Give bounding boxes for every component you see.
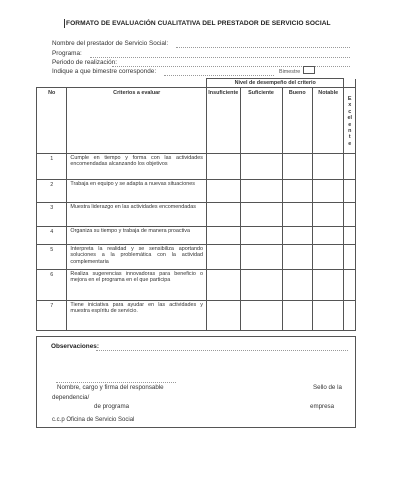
rating-cell-bueno[interactable] [282,301,312,331]
row-number: 6 [37,270,67,301]
rating-cell-insuficiente[interactable] [206,245,240,270]
blank-header-cell-right [344,79,356,88]
rating-cell-insuficiente[interactable] [206,301,240,331]
observaciones-label: Observaciones: [51,343,99,350]
rating-cell-notable[interactable] [312,301,343,331]
header-excelente [344,88,356,154]
row-number: 2 [37,180,67,203]
excelente-letter: n [348,127,352,134]
excelente-letter: e [348,140,352,147]
header-criterios: Criterios a evaluar [67,88,207,154]
table-row [37,270,356,301]
row-criterio: Interpreta la realidad y se sensibiliza aportando soluciones a la problemática con la actividad complementaria [67,245,207,270]
table-row [37,245,356,270]
header-no: No [37,88,67,154]
observaciones-input-line[interactable] [96,350,348,351]
rating-cell-insuficiente[interactable] [206,203,240,227]
evaluation-table [36,78,356,331]
sello-empresa-label: empresa [310,403,335,410]
firma-responsable-line[interactable] [56,382,176,383]
rating-cell-insuficiente[interactable] [206,270,240,301]
rating-cell-notable[interactable] [312,154,343,180]
rating-cell-suficiente[interactable] [240,270,282,301]
rating-cell-insuficiente[interactable] [206,227,240,245]
row-criterio: Muestra liderazgo en las actividades encomendadas [67,203,207,227]
programa-input-line[interactable] [90,57,350,58]
rating-cell-excelente[interactable] [344,301,356,331]
row-number: 3 [37,203,67,227]
rating-cell-excelente[interactable] [344,245,356,270]
row-number: 7 [37,301,67,331]
rating-cell-suficiente[interactable] [240,301,282,331]
rating-cell-bueno[interactable] [282,154,312,180]
rating-cell-bueno[interactable] [282,270,312,301]
firma-programa-label: de programa [94,403,130,410]
field-label-periodo: Periodo de realización: [52,59,118,66]
table-row [37,154,356,180]
field-label-programa: Programa: [52,50,82,57]
blank-header-cell [37,79,207,88]
table-row [37,203,356,227]
rating-cell-insuficiente[interactable] [206,180,240,203]
row-criterio: Tiene iniciativa para ayudar en las actividades y muestra espíritu de servicio. [67,301,207,331]
table-row [37,301,356,331]
row-criterio: Organiza su tiempo y trabaja de manera proactiva [67,227,207,245]
header-insuficiente: Insuficiente [206,88,240,154]
rating-cell-bueno[interactable] [282,203,312,227]
rating-cell-suficiente[interactable] [240,245,282,270]
rating-cell-suficiente[interactable] [240,180,282,203]
excelente-letter: el [347,115,352,122]
excelente-letter: x [348,102,352,109]
rating-cell-notable[interactable] [312,180,343,203]
rating-cell-notable[interactable] [312,203,343,227]
row-number: 5 [37,245,67,270]
firma-dependencia-label: dependencia/ [52,394,90,401]
row-criterio: Realiza sugerencias innovadoras para beneficio o mejora en el programa en el que participa [67,270,207,301]
excelente-letter: e [348,121,352,128]
header-suficiente: Suficiente [240,88,282,154]
rating-cell-excelente[interactable] [344,154,356,180]
rating-cell-insuficiente[interactable] [206,154,240,180]
row-number: 1 [37,154,67,180]
table-row [37,227,356,245]
row-criterio: Trabaja en equipo y se adapta a nuevas situaciones [67,180,207,203]
rating-cell-notable[interactable] [312,245,343,270]
field-label-nombre: Nombre del prestador de Servicio Social: [52,40,169,47]
bimestre-box-label: Bimestre [279,69,301,75]
firma-responsable-label: Nombre, cargo y firma del responsable [57,384,164,391]
excelente-letter: c [348,108,352,115]
rating-cell-excelente[interactable] [344,227,356,245]
rating-cell-bueno[interactable] [282,180,312,203]
row-criterio: Cumple en tiempo y forma con las actividades encomendadas alcanzando los objetivos [67,154,207,180]
title-marker [64,19,65,28]
rating-cell-bueno[interactable] [282,245,312,270]
ccp-note: c.c.p Oficina de Servicio Social [52,417,135,423]
rating-cell-suficiente[interactable] [240,154,282,180]
rating-cell-suficiente[interactable] [240,203,282,227]
table-row [37,180,356,203]
bimestre-input-line[interactable] [164,75,274,76]
bimestre-input-box[interactable] [303,66,315,74]
rating-cell-excelente[interactable] [344,203,356,227]
header-notable: Notable [312,88,343,154]
sello-label: Sello de la [313,384,342,391]
row-number: 4 [37,227,67,245]
rating-cell-excelente[interactable] [344,270,356,301]
excelente-letter: t [348,134,351,141]
group-header: Nivel de desempeño del criterio [206,79,343,88]
rating-cell-bueno[interactable] [282,227,312,245]
nombre-input-line[interactable] [176,47,350,48]
excelente-letter: E [347,95,352,102]
header-bueno: Bueno [282,88,312,154]
rating-cell-suficiente[interactable] [240,227,282,245]
rating-cell-notable[interactable] [312,227,343,245]
document-title: FORMATO DE EVALUACIÓN CUALITATIVA DEL PRESTADOR DE SERVICIO SOCIAL [66,20,331,27]
rating-cell-excelente[interactable] [344,180,356,203]
rating-cell-notable[interactable] [312,270,343,301]
field-label-bimestre: Indique a que bimestre corresponde: [52,68,157,75]
